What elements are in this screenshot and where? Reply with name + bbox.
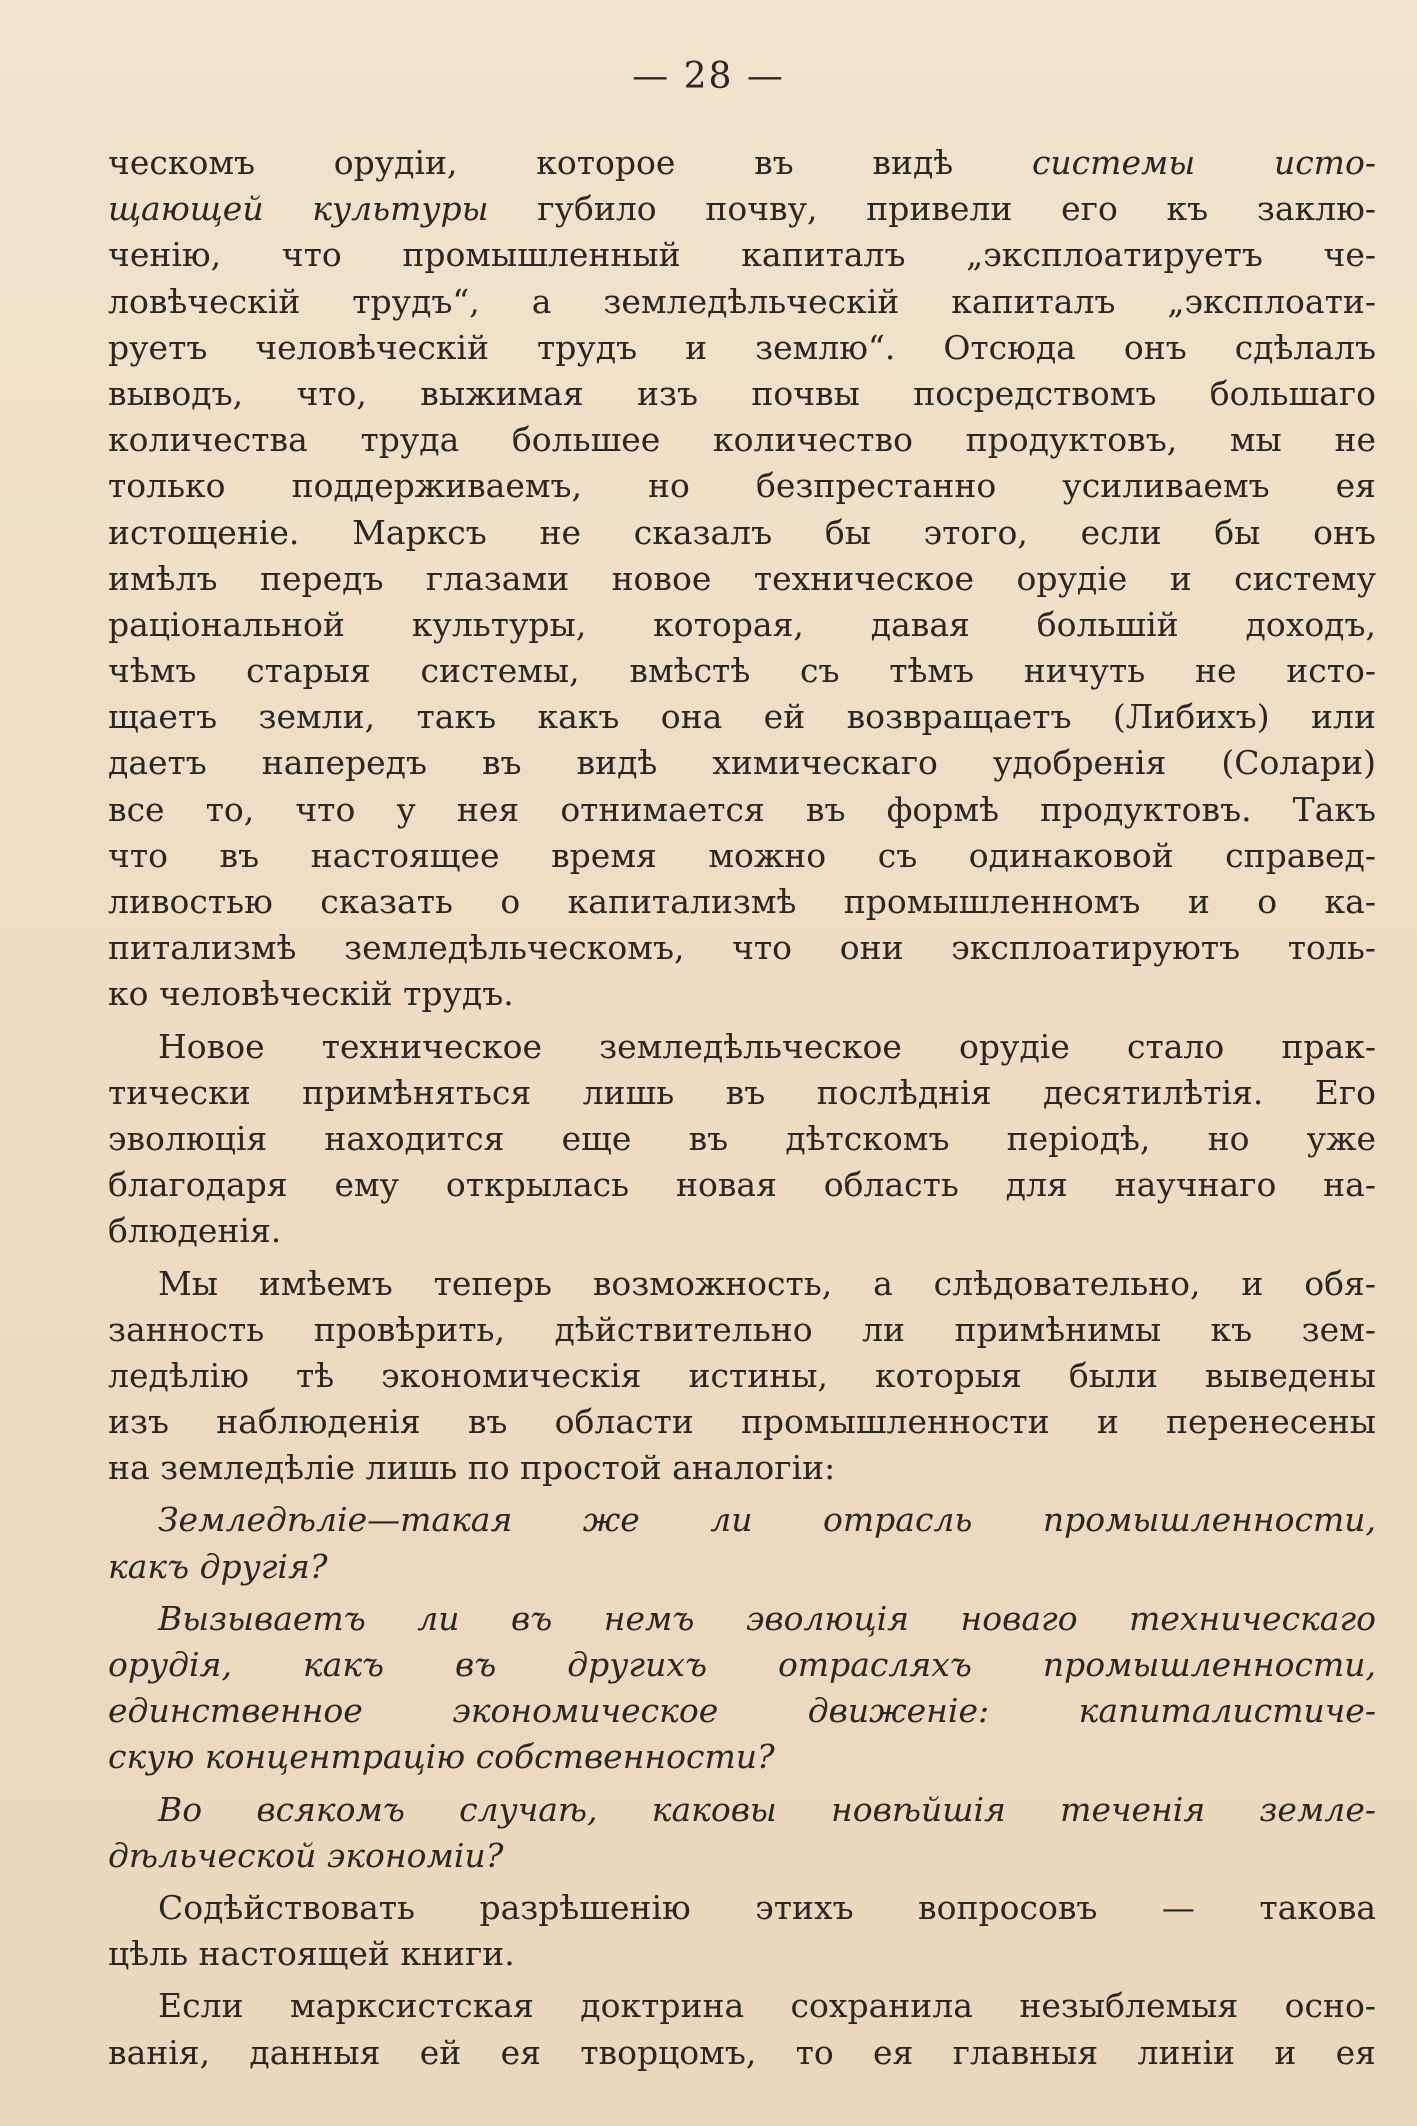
text-line — [108, 463, 1376, 509]
text-line — [108, 1833, 1376, 1879]
text-run: блюденія. — [108, 1211, 282, 1251]
text-run: только поддерживаемъ, но безпрестанно усиливаемъ ея — [108, 466, 1376, 506]
italic-text: системы исто- — [1031, 143, 1376, 182]
text-line — [108, 602, 1376, 648]
text-run: количества труда большее количество продуктовъ, мы не — [108, 420, 1376, 460]
paragraph — [108, 1885, 1376, 1977]
text-run: ловѣческій трудъ“, а земледѣльческій капиталъ „эксплоати- — [108, 281, 1376, 321]
text-run: чѣмъ старыя системы, вмѣстѣ съ тѣмъ ничуть не исто- — [108, 651, 1376, 691]
text-run: даетъ напередъ въ видѣ химическаго удобренія (Солари) — [108, 743, 1376, 783]
text-line — [108, 833, 1376, 879]
text-run: щаетъ земли, такъ какъ она ей возвращаетъ (Либихъ) или — [108, 697, 1376, 737]
text-line — [108, 1399, 1376, 1445]
text-run: Мы имѣемъ теперь возможность, а слѣдовательно, и обя- — [158, 1263, 1376, 1303]
text-line — [108, 1261, 1376, 1307]
text-line — [108, 648, 1376, 694]
text-line — [108, 1024, 1376, 1070]
text-run: все то, что у нея отнимается въ формѣ продуктовъ. Такъ — [108, 789, 1376, 829]
text-line — [108, 232, 1376, 278]
italic-text: единственное экономическое движеніе: капиталистиче- — [108, 1691, 1376, 1731]
italic-text: дѣльческой экономіи? — [108, 1835, 504, 1875]
text-run: ледѣлію тѣ экономическія истины, которыя были выведены — [108, 1355, 1376, 1395]
text-run: руетъ человѣческій трудъ и землю“. Отсюда онъ сдѣлалъ — [108, 327, 1376, 367]
text-run: изъ наблюденія въ области промышленности и перенесены — [108, 1402, 1376, 1442]
text-line — [108, 279, 1376, 325]
text-run: ченію, что промышленный капиталъ „эксплоатируетъ че- — [108, 235, 1376, 275]
paragraph — [108, 1596, 1376, 1781]
text-line — [108, 2030, 1376, 2076]
text-line — [108, 1983, 1376, 2029]
text-line — [108, 1353, 1376, 1399]
text-line — [108, 1497, 1376, 1543]
text-line — [108, 1885, 1376, 1931]
text-line — [108, 325, 1376, 371]
text-run: занность провѣрить, дѣйствительно ли примѣнимы къ зем- — [108, 1309, 1376, 1349]
body-text — [108, 140, 1376, 2082]
text-line — [108, 186, 1376, 232]
text-run: истощеніе. Марксъ не сказалъ бы этого, если бы онъ — [108, 512, 1376, 552]
text-line — [108, 1070, 1376, 1116]
text-run: ванія, данныя ей ея творцомъ, то ея главныя линіи и ея — [108, 2032, 1376, 2072]
text-line — [108, 1596, 1376, 1642]
text-line — [108, 1734, 1376, 1780]
paragraph — [108, 1024, 1376, 1255]
italic-text: Во всякомъ случаѣ, каковы новѣйшія теченія земле- — [158, 1789, 1376, 1829]
text-run: ческомъ орудіи, которое въ видѣ — [108, 143, 1032, 182]
italic-text: Вызываетъ ли въ немъ эволюція новаго техническаго — [158, 1598, 1376, 1638]
text-run: раціональной культуры, которая, давая большій доходъ, — [108, 604, 1376, 644]
text-line — [108, 1162, 1376, 1208]
text-line — [108, 1787, 1376, 1833]
text-line — [108, 371, 1376, 417]
text-line — [108, 740, 1376, 786]
text-line — [108, 925, 1376, 971]
text-line — [108, 1445, 1376, 1491]
text-line — [108, 1931, 1376, 1977]
text-line — [108, 1307, 1376, 1353]
paragraph — [108, 1497, 1376, 1589]
text-line — [108, 556, 1376, 602]
text-line — [108, 1116, 1376, 1162]
paragraph — [108, 140, 1376, 1018]
text-line — [108, 1208, 1376, 1254]
paragraph — [108, 1787, 1376, 1879]
italic-text: скую концентрацію собственности? — [108, 1737, 775, 1777]
text-line — [108, 694, 1376, 740]
text-run: Содѣйствовать разрѣшенію этихъ вопросовъ — такова — [158, 1887, 1376, 1927]
text-run: питализмѣ земледѣльческомъ, что они эксплоатируютъ толь- — [108, 928, 1376, 968]
text-line — [108, 1688, 1376, 1734]
text-run: цѣль настоящей книги. — [108, 1934, 515, 1974]
text-line — [108, 1544, 1376, 1590]
paragraph — [108, 1261, 1376, 1492]
text-run: губило почву, привели его къ заклю- — [488, 189, 1376, 229]
text-run: Новое техническое земледѣльческое орудіе стало прак- — [158, 1026, 1376, 1066]
text-run: Если марксистская доктрина сохранила незыблемыя осно- — [158, 1986, 1376, 2026]
text-run: ко человѣческій трудъ. — [108, 974, 514, 1014]
text-line — [108, 879, 1376, 925]
text-line — [108, 140, 1376, 186]
text-line — [108, 787, 1376, 833]
italic-text: какъ другія? — [108, 1546, 328, 1586]
text-run: на земледѣліе лишь по простой аналогіи: — [108, 1448, 836, 1488]
text-run: эволюція находится еще въ дѣтскомъ періодѣ, но уже — [108, 1118, 1376, 1158]
text-run: что въ настоящее время можно съ одинаковой справед- — [108, 835, 1376, 875]
italic-text: орудія, какъ въ другихъ отрасляхъ промышленности, — [108, 1645, 1376, 1684]
text-run: имѣлъ передъ глазами новое техническое орудіе и систему — [108, 558, 1376, 598]
text-run: тически примѣняться лишь въ послѣднія десятилѣтія. Его — [108, 1072, 1376, 1112]
text-line — [108, 1642, 1376, 1688]
italic-text: щающей культуры — [108, 189, 489, 229]
text-line — [108, 510, 1376, 556]
text-run: выводъ, что, выжимая изъ почвы посредствомъ большаго — [108, 373, 1376, 413]
italic-text: Земледѣліе—такая же ли отрасль промышленности, — [158, 1500, 1376, 1540]
page-number: — 28 — — [632, 56, 785, 97]
text-run: ливостью сказать о капитализмѣ промышленномъ и о ка- — [108, 882, 1376, 921]
text-run: благодаря ему открылась новая область для научнаго на- — [108, 1165, 1376, 1205]
paragraph — [108, 1983, 1376, 2075]
text-line — [108, 971, 1376, 1017]
text-line — [108, 417, 1376, 463]
